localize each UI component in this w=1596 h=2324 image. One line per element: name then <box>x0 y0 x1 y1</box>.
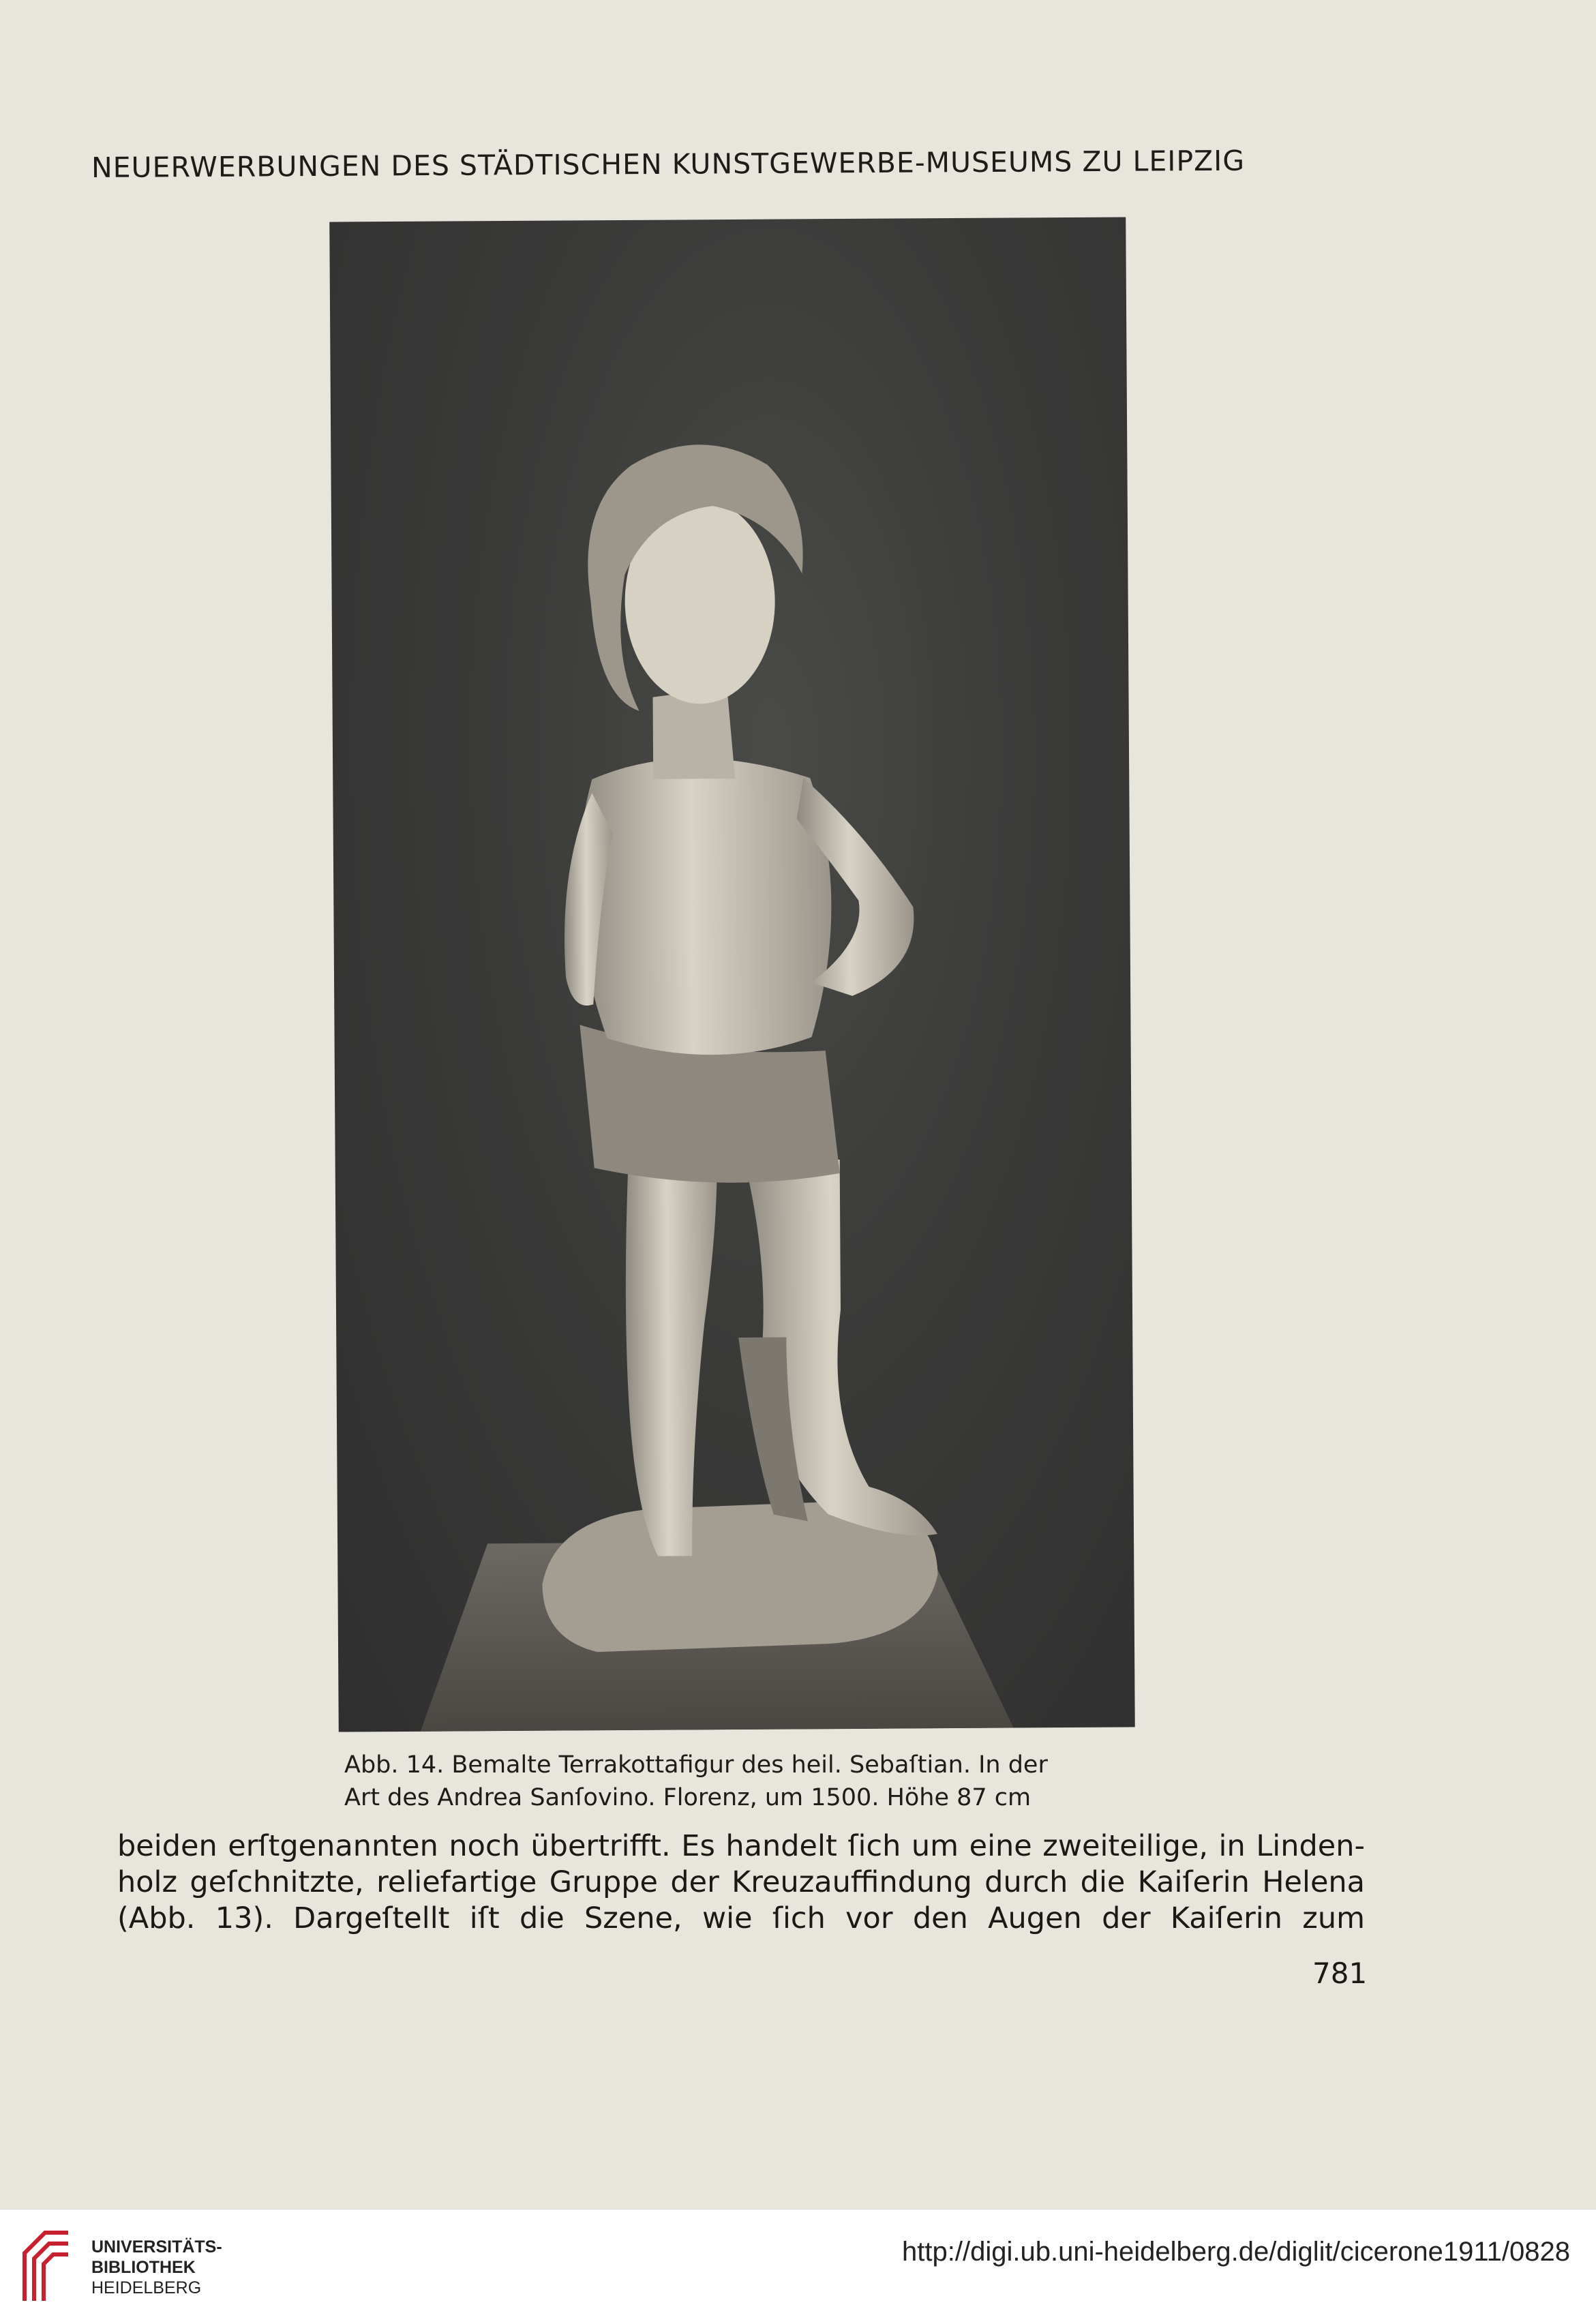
figure-caption <box>344 1749 1142 1814</box>
library-name-line: BIBLIOTHEK <box>91 2258 196 2277</box>
left-leg <box>625 1160 720 1556</box>
statue-image <box>329 217 1135 1732</box>
library-name-line: HEIDELBERG <box>91 2278 202 2297</box>
text-line: (Abb. 13). Dargeſtellt iſt die Szene, wie ſich vor den Augen der Kaiſerin zum <box>117 1901 1365 1935</box>
neck <box>652 693 735 779</box>
body-paragraph <box>117 1828 1365 1937</box>
source-url-link[interactable]: http://digi.ub.uni-heidelberg.de/diglit/cicerone1911/0828 <box>902 2237 1570 2267</box>
library-name-line: UNIVERSITÄTS- <box>91 2237 222 2257</box>
torso <box>577 757 832 1055</box>
page-number: 781 <box>1312 1957 1368 1990</box>
library-logo-icon <box>18 2226 75 2305</box>
text-line: holz geſchnitzte, reliefartige Gruppe der Kreuzauffindung durch die Kaiſerin Helena <box>117 1865 1365 1899</box>
caption-line: Art des Andrea Sanſovino. Florenz, um 1500. Höhe 87 cm <box>344 1784 1032 1811</box>
library-name <box>91 2237 222 2298</box>
caption-line: Abb. 14. Bemalte Terrakottafigur des heil. Sebaſtian. In der <box>344 1751 1048 1779</box>
running-title: NEUERWERBUNGEN DES STÄDTISCHEN KUNSTGEWERBE-MUSEUMS ZU LEIPZIG <box>91 144 1246 184</box>
text-line: beiden erſtgenannten noch übertrifft. Es handelt ſich um eine zweiteilige, in Linden- <box>117 1829 1365 1863</box>
sculpture-photograph <box>329 217 1135 1732</box>
digitization-footer <box>0 2209 1596 2324</box>
